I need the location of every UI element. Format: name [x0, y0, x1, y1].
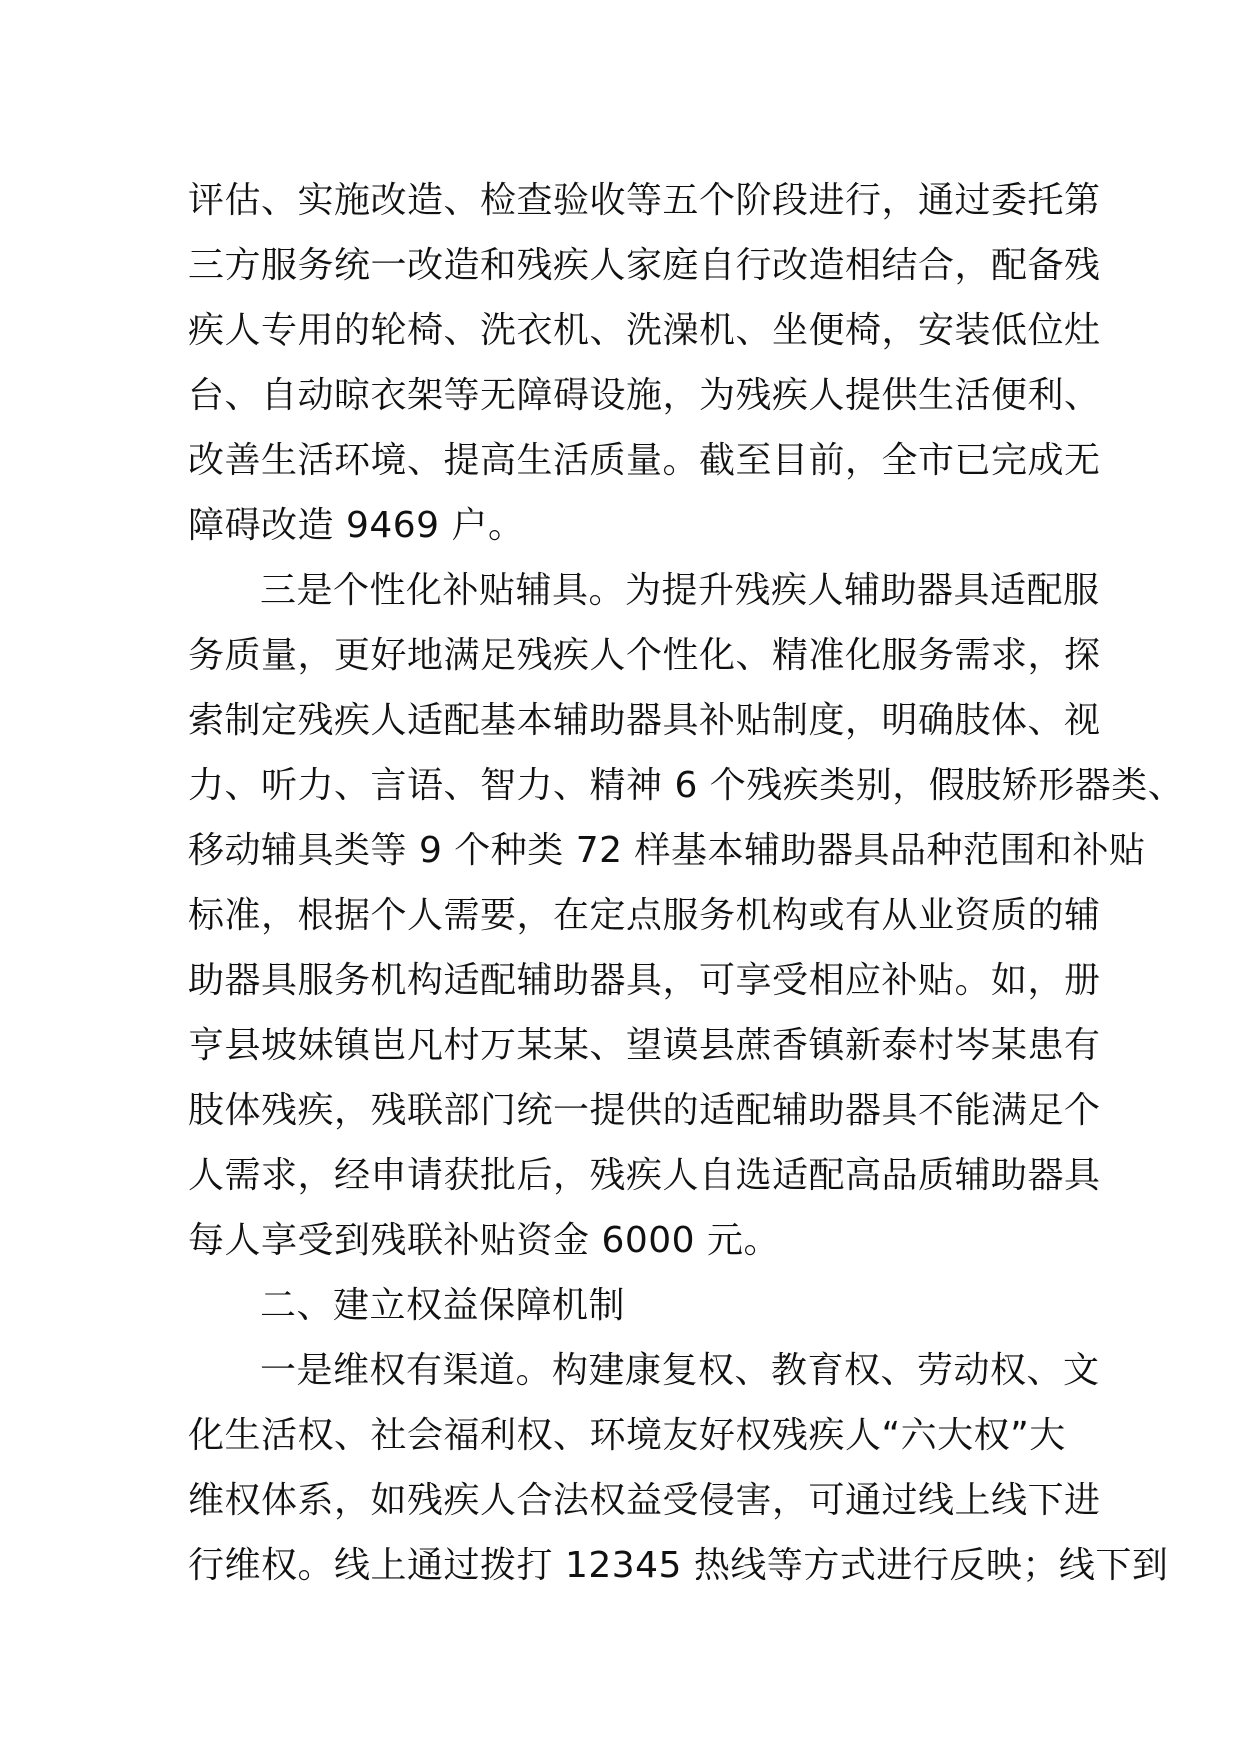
text-line: 改善生活环境、提高生活质量。截至目前，全市已完成无 [188, 440, 1101, 481]
text-line: 肢体残疾，残联部门统一提供的适配辅助器具不能满足个 [188, 1090, 1101, 1131]
text-line: 索制定残疾人适配基本辅助器具补贴制度，明确肢体、视 [188, 700, 1101, 741]
section-heading: 二、建立权益保障机制 [260, 1285, 626, 1326]
text-line: 务质量，更好地满足残疾人个性化、精准化服务需求，探 [188, 635, 1101, 676]
text-line: 力、听力、言语、智力、精神 6 个残疾类别，假肢矫形器类、 [188, 765, 1185, 806]
text-line: 化生活权、社会福利权、环境友好权残疾人“六大权”大 [188, 1415, 1066, 1456]
paragraph-start-line: 一是维权有渠道。构建康复权、教育权、劳动权、文 [260, 1350, 1100, 1391]
text-line: 障碍改造 9469 户。 [188, 505, 525, 546]
text-line: 亨县坡妹镇岜凡村万某某、望谟县蔗香镇新泰村岑某患有 [188, 1025, 1101, 1066]
text-line: 移动辅具类等 9 个种类 72 样基本辅助器具品种范围和补贴 [188, 830, 1146, 871]
text-line: 维权体系，如残疾人合法权益受侵害，可通过线上线下进 [188, 1480, 1101, 1521]
text-line: 疾人专用的轮椅、洗衣机、洗澡机、坐便椅，安装低位灶 [188, 310, 1101, 351]
text-line: 三方服务统一改造和残疾人家庭自行改造相结合，配备残 [188, 245, 1101, 286]
text-line: 助器具服务机构适配辅助器具，可享受相应补贴。如，册 [188, 960, 1101, 1001]
paragraph-start-line: 三是个性化补贴辅具。为提升残疾人辅助器具适配服 [260, 570, 1100, 611]
text-line: 行维权。线上通过拨打 12345 热线等方式进行反映；线下到 [188, 1545, 1169, 1586]
body-text [188, 168, 1185, 1598]
text-line: 评估、实施改造、检查验收等五个阶段进行，通过委托第 [188, 180, 1101, 221]
text-line: 人需求，经申请获批后，残疾人自选适配高品质辅助器具 [188, 1155, 1101, 1196]
text-line: 台、自动晾衣架等无障碍设施，为残疾人提供生活便利、 [188, 375, 1101, 416]
text-line: 每人享受到残联补贴资金 6000 元。 [188, 1220, 781, 1261]
text-line: 标准，根据个人需要，在定点服务机构或有从业资质的辅 [188, 895, 1101, 936]
